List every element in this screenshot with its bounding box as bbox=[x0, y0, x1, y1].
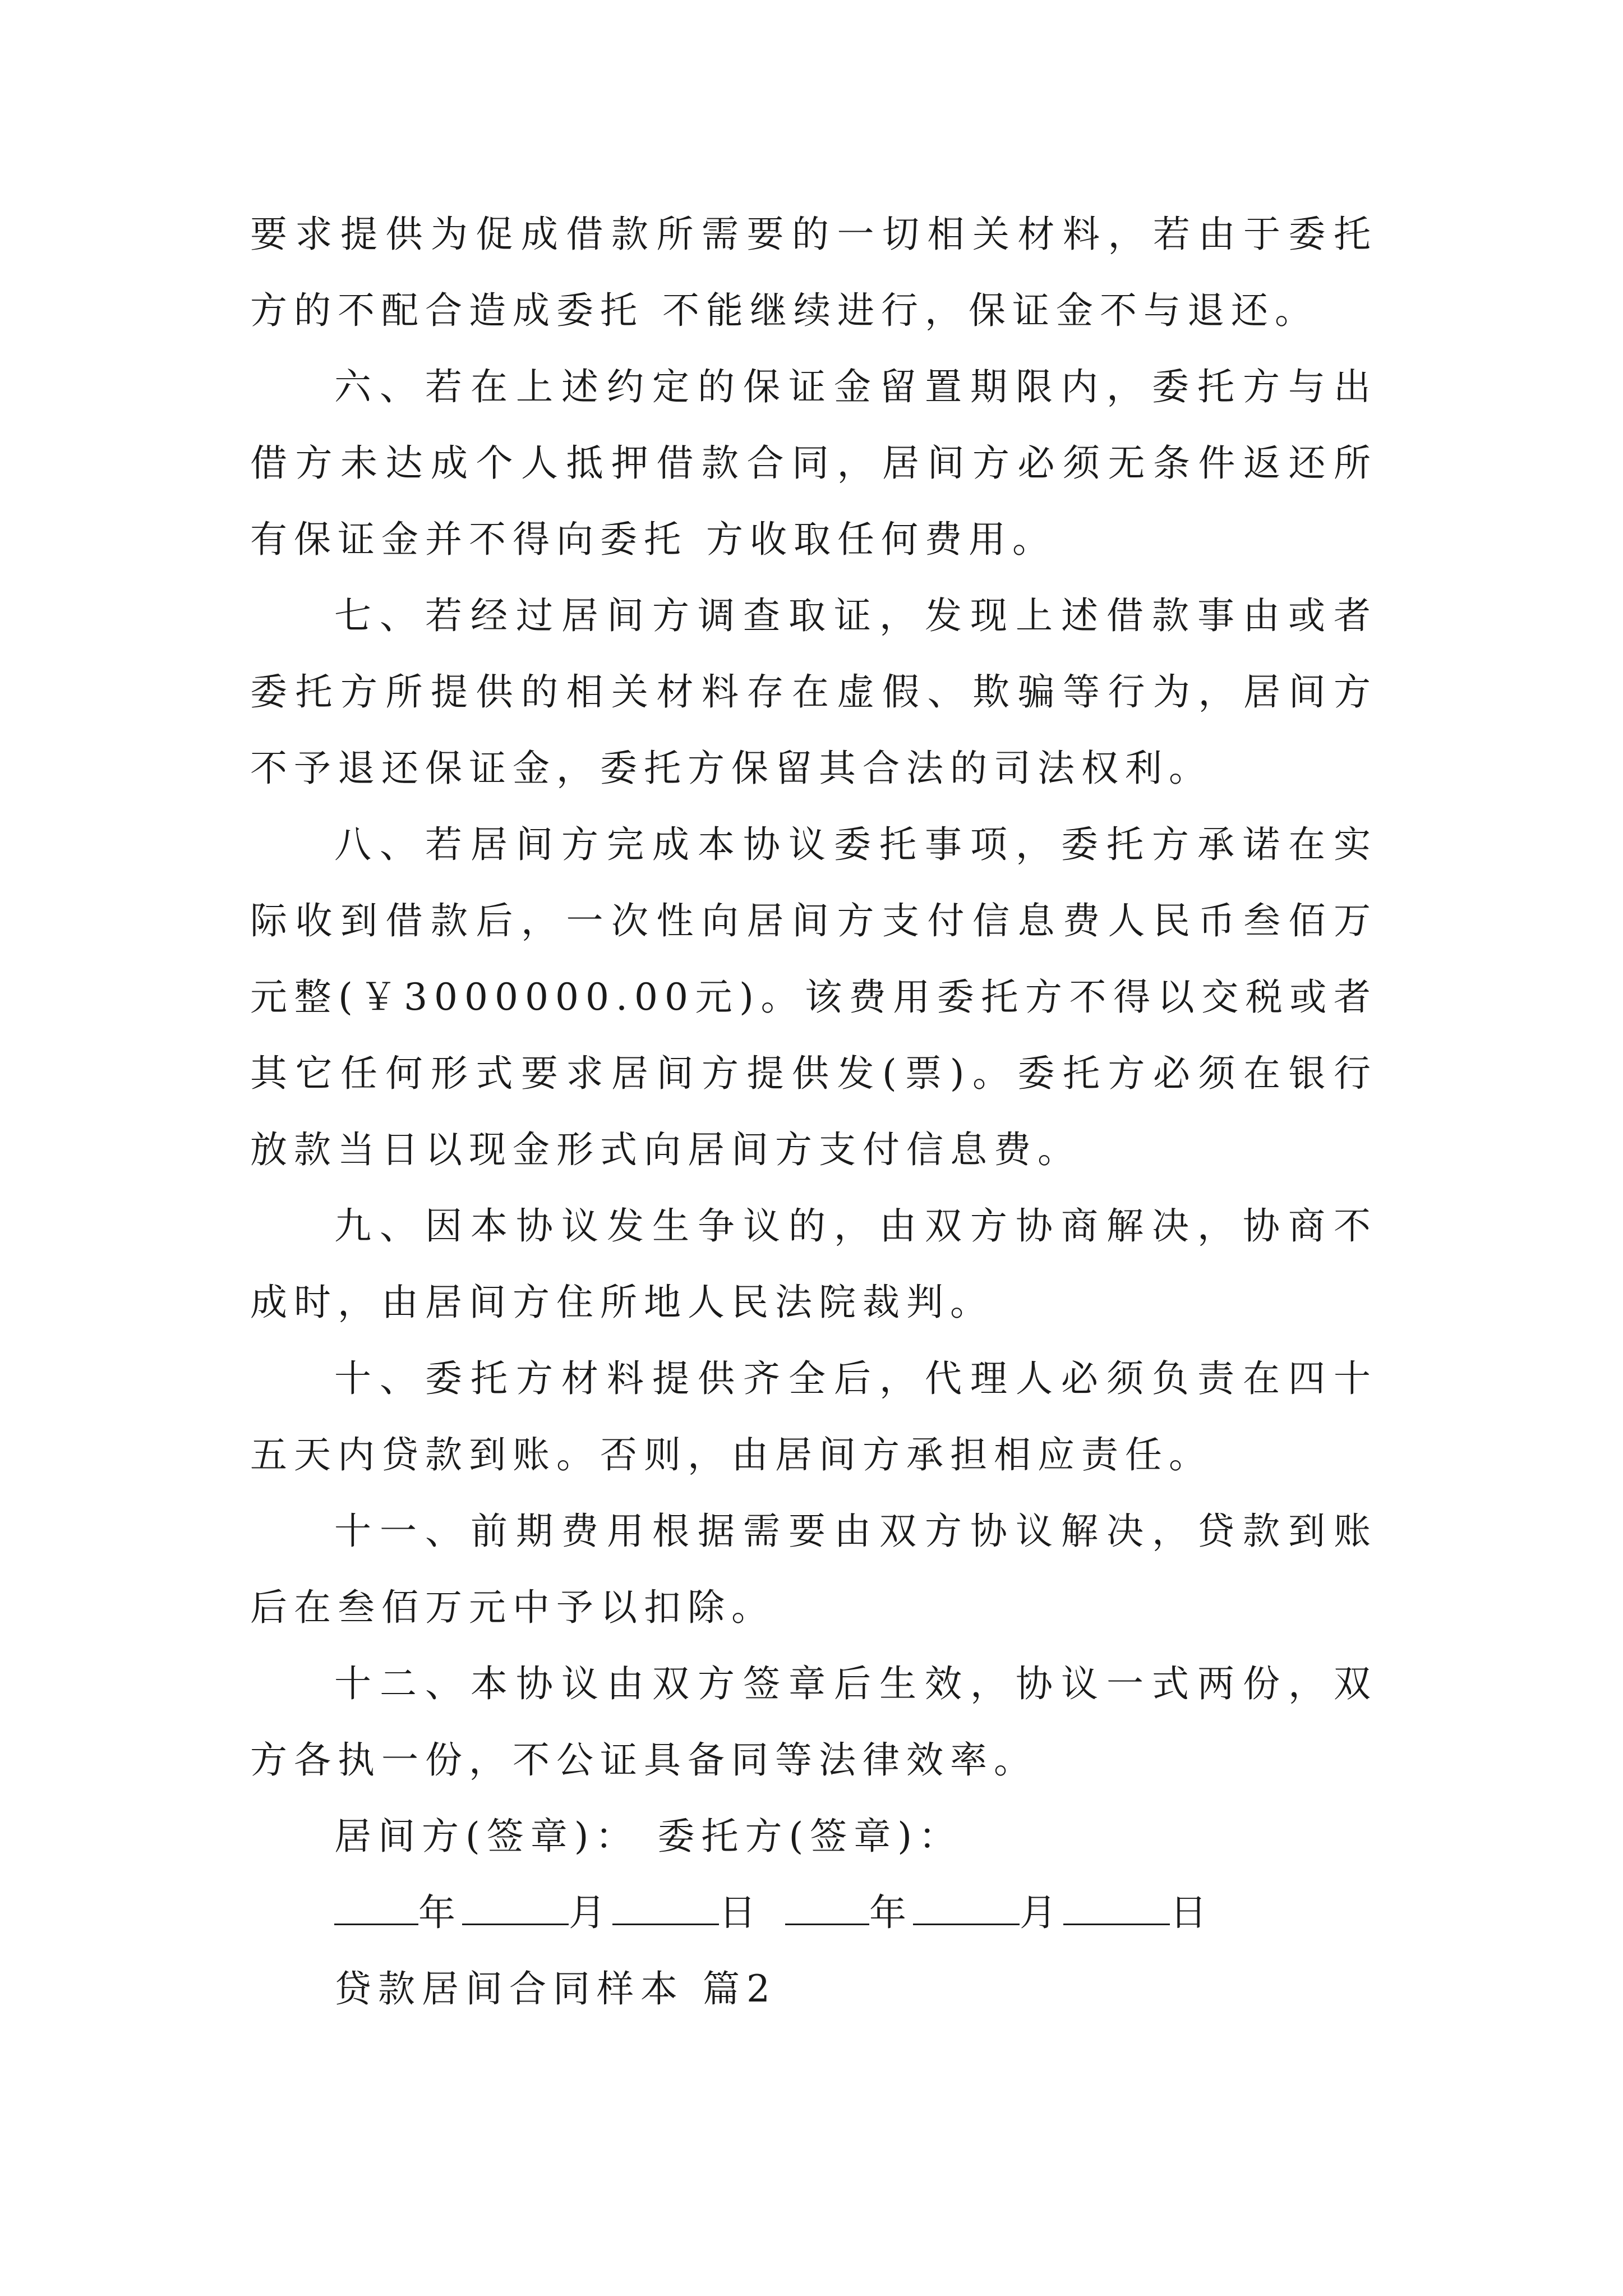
year-label-1: 年 bbox=[418, 1891, 462, 1934]
signature-line bbox=[250, 1798, 1377, 1875]
year-blank-2 bbox=[785, 1887, 869, 1925]
client-signature-label: 委托方(签章)： bbox=[657, 1815, 962, 1858]
intermediary-signature-label: 居间方(签章)： bbox=[334, 1815, 639, 1858]
clause-10: 十、委托方材料提供齐全后，代理人必须负责在四十五天内贷款到账。否则，由居间方承担相应责任。 bbox=[250, 1357, 1377, 1476]
month-label-2: 月 bbox=[1020, 1891, 1063, 1934]
year-blank-1 bbox=[334, 1887, 418, 1925]
month-label-1: 月 bbox=[569, 1891, 612, 1934]
date-line bbox=[250, 1875, 1377, 1951]
month-blank-1 bbox=[462, 1887, 569, 1925]
clause-8: 八、若居间方完成本协议委托事项，委托方承诺在实际收到借款后，一次性向居间方支付信息费人民币叁佰万元整(￥3000000.00元)。该费用委托方不得以交税或者其它任何形式要求居间方提供发(票)。委托方必须在银行放款当日以现金形式向居间方支付信息费。 bbox=[250, 823, 1377, 1171]
clause-9: 九、因本协议发生争议的，由双方协商解决，协商不成时，由居间方住所地人民法院裁判。 bbox=[250, 1204, 1377, 1324]
day-blank-2 bbox=[1063, 1887, 1170, 1925]
month-blank-2 bbox=[913, 1887, 1020, 1925]
document-body bbox=[250, 196, 1377, 2027]
day-blank-1 bbox=[612, 1887, 719, 1925]
day-label-1: 日 bbox=[719, 1891, 763, 1934]
clause-11: 十一、前期费用根据需要由双方协议解决，贷款到账后在叁佰万元中予以扣除。 bbox=[250, 1510, 1377, 1629]
clause-6: 六、若在上述约定的保证金留置期限内，委托方与出借方未达成个人抵押借款合同，居间方必须无条件返还所有保证金并不得向委托 方收取任何费用。 bbox=[250, 365, 1377, 561]
day-label-2: 日 bbox=[1170, 1891, 1214, 1934]
paragraph-continued: 要求提供为促成借款所需要的一切相关材料，若由于委托方的不配合造成委托 不能继续进行，保证金不与退还。 bbox=[250, 213, 1377, 332]
clause-12: 十二、本协议由双方签章后生效，协议一式两份，双方各执一份，不公证具备同等法律效率。 bbox=[250, 1662, 1377, 1782]
clause-7: 七、若经过居间方调查取证，发现上述借款事由或者委托方所提供的相关材料存在虚假、欺骗等行为，居间方不予退还保证金，委托方保留其合法的司法权利。 bbox=[250, 594, 1377, 790]
next-section-title: 贷款居间合同样本 篇2 bbox=[334, 1967, 777, 2010]
year-label-2: 年 bbox=[869, 1891, 913, 1934]
